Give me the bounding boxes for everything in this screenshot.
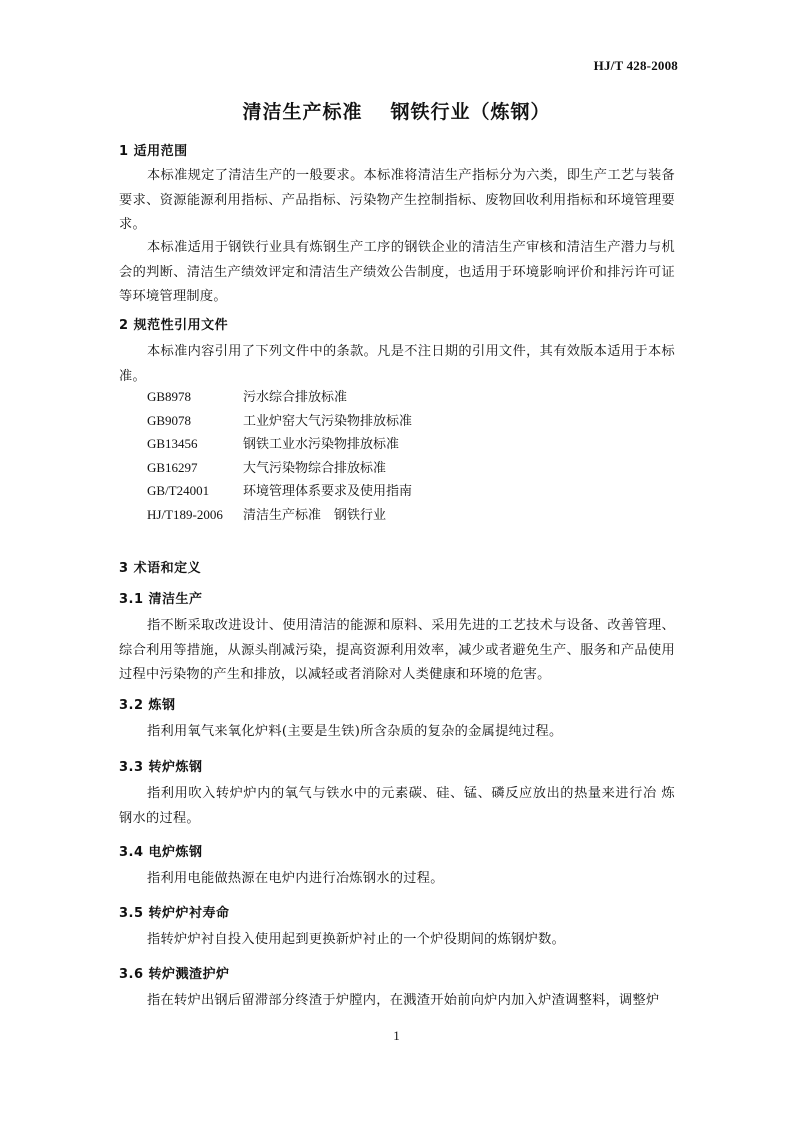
- reference-title: 钢铁工业水污染物排放标准: [243, 437, 400, 452]
- reference-title: 大气污染物综合排放标准: [243, 460, 387, 476]
- reference-code: GB/T24001: [147, 483, 210, 498]
- reference-item: [147, 385, 412, 409]
- reference-code: GB9078: [147, 412, 192, 428]
- section-1-paragraph-2: 本标准适用于钢铁行业具有炼钢生产工序的钢铁企业的清洁生产审核和清洁生产潜力与机会的判断、清洁生产绩效评定和清洁生产绩效公告制度，也适用于环境影响评价和排污许可证等环境管理制度。: [119, 240, 675, 304]
- section-3-2-text: 指利用氧气来氧化炉料(主要是生铁)所含杂质的复杂的金属提纯过程。: [147, 724, 563, 739]
- section-3-3-heading: 3.3 转炉炼钢: [119, 760, 203, 775]
- reference-code: GB8978: [147, 389, 192, 404]
- reference-title: 污水综合排放标准: [243, 390, 348, 405]
- reference-title: 工业炉窑大气污染物排放标准: [243, 413, 413, 429]
- reference-item: [147, 479, 412, 503]
- section-3-3-text: 指利用吹入转炉炉内的氧气与铁水中的元素碳、硅、锰、磷反应放出的热量来进行冶 炼钢水的过程。: [119, 786, 675, 826]
- reference-code: GB16297: [147, 459, 198, 475]
- reference-code: HJ/T189-2006: [147, 506, 223, 522]
- page-number: 1: [393, 1028, 400, 1043]
- section-2-heading: 2 规范性引用文件: [119, 318, 229, 333]
- reference-item: [147, 456, 412, 480]
- section-3-heading: 3 术语和定义: [119, 561, 202, 576]
- section-3-2-heading: 3.2 炼钢: [119, 698, 176, 713]
- section-3-4-text: 指利用电能做热源在电炉内进行冶炼钢水的过程。: [147, 871, 444, 886]
- standard-code: HJ/T 428-2008: [593, 58, 678, 73]
- reference-code: GB13456: [147, 436, 198, 451]
- section-1-paragraph-1: 本标准规定了清洁生产的一般要求。本标准将清洁生产指标分为六类，即生产工艺与装备要求、资源能源利用指标、产品指标、污染物产生控制指标、废物回收利用指标和环境管理要求。: [119, 168, 675, 232]
- reference-title: 环境管理体系要求及使用指南: [243, 484, 413, 499]
- section-1-heading: 1 适用范围: [119, 144, 188, 159]
- reference-list: [147, 385, 412, 526]
- title-part-2: 钢铁行业（炼钢）: [390, 101, 551, 123]
- title-part-1: 清洁生产标准: [242, 101, 363, 123]
- section-3-6-text: 指在转炉出钢后留滞部分终渣于炉膛内，在溅渣开始前向炉内加入炉渣调整料，调整炉: [147, 993, 660, 1008]
- page-title: [0, 97, 793, 124]
- section-3-1-text: 指不断采取改进设计、使用清洁的能源和原料、采用先进的工艺技术与设备、改善管理、综合利用等措施，从源头削减污染，提高资源利用效率，减少或者避免生产、服务和产品使用过程中污染物的产生和排放，以减轻或者消除对人类健康和环境的危害。: [119, 618, 675, 682]
- reference-item: [147, 503, 412, 527]
- reference-title: 清洁生产标准 钢铁行业: [243, 507, 387, 523]
- section-3-6-heading: 3.6 转炉溅渣护炉: [119, 967, 230, 982]
- reference-item: [147, 432, 412, 456]
- reference-item: [147, 409, 412, 433]
- section-2-paragraph-1: 本标准内容引用了下列文件中的条款。凡是不注日期的引用文件，其有效版本适用于本标准。: [119, 344, 675, 384]
- section-3-5-heading: 3.5 转炉炉衬寿命: [119, 906, 230, 921]
- section-3-4-heading: 3.4 电炉炼钢: [119, 845, 203, 860]
- section-3-5-text: 指转炉炉衬自投入使用起到更换新炉衬止的一个炉役期间的炼钢炉数。: [147, 932, 566, 947]
- section-3-1-heading: 3.1 清洁生产: [119, 592, 203, 607]
